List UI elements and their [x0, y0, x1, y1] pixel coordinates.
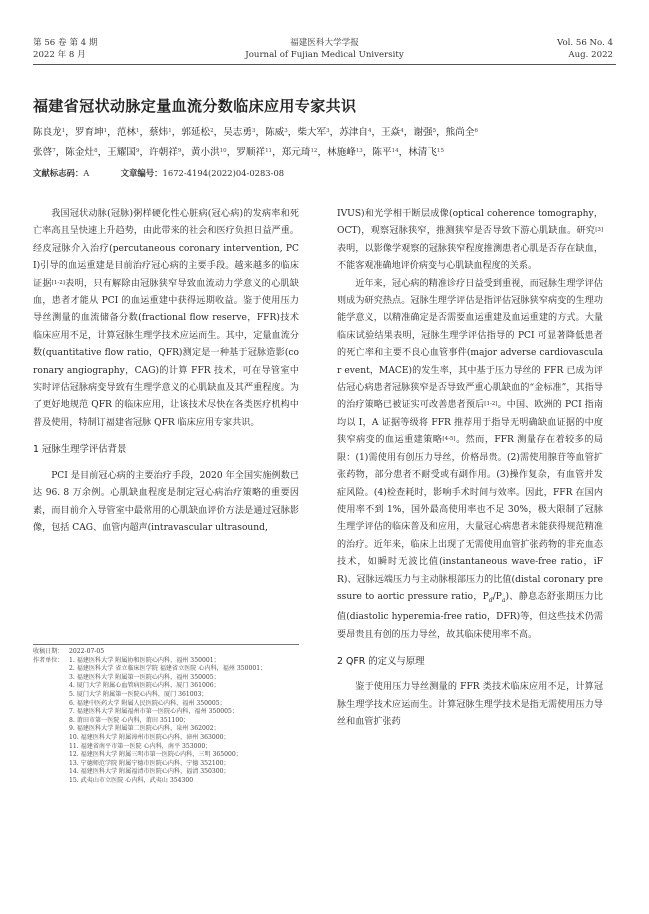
affiliation-item: 8. 莆田市第一医院 心内科，莆田 351100； — [69, 716, 190, 724]
article-meta — [33, 167, 284, 179]
section-heading-1: 1 冠脉生理学评估背景 — [33, 444, 127, 456]
right-column — [337, 206, 603, 732]
author-separator: ， — [317, 147, 328, 158]
section-heading-2: 2 QFR 的定义与原理 — [337, 655, 425, 667]
author-separator: ， — [139, 147, 150, 158]
affiliation-item: 9. 福建医科大学 附属第二医院心内科，泉州 362002； — [69, 725, 220, 733]
citation: [1-2] — [484, 401, 498, 408]
affiliation-item: 7. 福建医科大学 附属福州市第一医院心内科，福州 350005； — [69, 708, 238, 716]
author-separator: ， — [226, 147, 237, 158]
author-affiliation-mark: 9 — [135, 148, 140, 154]
author-separator: ， — [287, 127, 298, 138]
author-separator: ， — [181, 147, 191, 158]
author-name: 黄小洪 — [190, 147, 220, 158]
article-number-label: 文章编号： — [120, 168, 163, 178]
issue-date-en: Aug. 2022 — [568, 50, 613, 60]
author-affiliation-mark: 15 — [436, 148, 444, 154]
author-separator: ， — [436, 127, 446, 138]
affiliation-item: 10. 福建医科大学 附属漳州市医院心内科，漳州 363000； — [69, 733, 230, 741]
journal-name-cn: 福建医科大学学报 — [290, 38, 359, 48]
received-date — [33, 648, 333, 657]
affiliation-list — [69, 657, 333, 786]
author-name: 吴志勇 — [223, 127, 252, 138]
article-number-value: 1672-4194(2022)04-0283-08 — [162, 168, 285, 178]
affiliations-label: 作者单位： — [33, 656, 64, 664]
issue-date: 2022 年 8 月 — [33, 50, 86, 60]
author-separator: ， — [371, 127, 382, 138]
author-separator: ， — [139, 127, 150, 138]
author-name: 陈平 — [372, 147, 392, 158]
volume-issue: 第 56 卷 第 4 期 — [33, 38, 98, 48]
author-affiliation-mark: 2 — [210, 128, 214, 134]
volume-issue-en: Vol. 56 No. 4 — [557, 38, 613, 48]
author-affiliation-mark: 3 — [284, 128, 288, 134]
author-separator: ， — [97, 147, 108, 158]
author-affiliation-mark: 6 — [474, 128, 478, 134]
author-affiliation-mark: 8 — [94, 148, 98, 154]
author-name: 范林 — [116, 127, 136, 138]
author-affiliation-mark: 4 — [400, 128, 404, 134]
author-separator: ， — [65, 127, 75, 138]
author-affiliation-mark: 12 — [310, 148, 318, 154]
author-affiliation-mark: 4 — [368, 128, 372, 134]
author-name: 罗顺祥 — [236, 147, 266, 158]
affiliation-item: 6. 福建中医药大学 附属人民医院心内科，福州 350005； — [69, 699, 226, 707]
author-separator: ， — [255, 127, 266, 138]
left-column — [33, 206, 299, 537]
author-separator: ， — [329, 127, 340, 138]
author-name: 陈威 — [265, 127, 285, 138]
author-affiliation-mark: 1 — [135, 128, 140, 134]
affiliations — [33, 657, 333, 786]
intro-text-a: 我国冠状动脉(冠脉)粥样硬化性心脏病(冠心病)的发病率和死亡率高且呈快速上升趋势，由此带来的社会和医疗负担日益严重。经皮冠脉介入治疗(percutaneous coronary intervention, PCI)引导的血运重建是目前治疗冠心病的主要手段。越来越多的临床证据 — [33, 209, 299, 289]
author-separator: ， — [107, 127, 117, 138]
author-list-line-1 — [33, 123, 616, 143]
author-name: 陈金灶 — [65, 147, 95, 158]
received-label: 收稿日期： — [33, 648, 64, 655]
author-name: 王耀国 — [107, 147, 136, 158]
header-rule — [33, 64, 616, 65]
author-name: 许朝祥 — [149, 147, 178, 158]
author-name: 谢强 — [413, 127, 433, 138]
author-name: 熊尚全 — [445, 127, 475, 138]
author-name: 林清飞 — [408, 147, 437, 158]
citation: [1-2] — [51, 279, 65, 286]
subscript-a: a — [501, 596, 506, 604]
affiliation-item: 5. 厦门大学 附属第一医院心内科，厦门 361003； — [69, 690, 208, 698]
affiliation-item: 14. 福建医科大学 附属福清市医院心内科，福清 350300； — [69, 768, 230, 776]
author-name: 林施峰 — [327, 147, 356, 158]
author-affiliation-mark: 9 — [177, 148, 182, 154]
affiliation-item: 11. 福建省南平市第一医院 心内科，南平 353000； — [69, 742, 212, 750]
affiliation-item: 4. 厦门大学 附属心血管病医院心内科，厦门 361006； — [69, 682, 220, 690]
affiliation-item: 12. 福建医科大学 附属三明市第一医院心内科，三明 365000； — [69, 751, 242, 759]
section-1-paragraph: PCI 是目前冠心病的主要治疗手段，2020 年全国实施例数已达 96. 8 万余例。心肌缺血程度是制定冠心病治疗策略的重要因素，而目前介入导管室中最常用的心肌缺血评价方法是通过冠脉影像，包括 CAG、血管内超声(intravascular ultrasound, — [33, 470, 299, 533]
author-affiliation-mark: 1 — [61, 128, 66, 134]
intro-text-b: 表明，只有解除由冠脉狭窄导致血流动力学意义的心肌缺血，患者才能从 PCI 的血运重建中获得远期收益。鉴于使用压力导丝测量的血流储备分数(fractional flow reserve，FFR)技术临床应用不足，计算冠脉生理学技术应运而生。其中，定量血流分数(quantitative flow ratio，QFR)测定是一种基于冠脉造影(coronary angiography，CAG)的计算 FFR 技术，可在导管室中实时评估冠脉病变导致有生理学意义的心肌缺血及其严重程度。为了更好地规范 QFR 的临床应用，让该技术尽快在各类医疗机构中普及使用，特制订福建省冠脉 QFR 临床应用专家共识。 — [33, 278, 299, 428]
author-affiliation-mark: 13 — [355, 148, 363, 154]
citation: [3] — [595, 227, 603, 234]
received-value: 2022-07-05 — [69, 648, 105, 655]
author-name: 郭延松 — [181, 127, 211, 138]
right-text-e: 。然而，FFR 测量存在着较多的局限：(1)需使用有创压力导丝，价格昂贵。(2)需使用腺苷等血管扩张药物，部分患者不耐受或有副作用。(3)操作复杂，有血管并发症风险。(4)检查耗时，影响手术时间与效率。因此，FFR 在国内使用率不到 1%，国外最高使用率也不足 30%，极大限制了冠脉生理学评估的临床普及和应用，大量冠心病患者未能获得规范精准的治疗。近年来，临床上出现了无需使用血管扩张药物的非充血态技术，如瞬时无波比值(instantaneous wave-free ratio，iFR)、冠脉远端压力与主动脉根部压力的比值(distal coronary pressure to aortic pressure ratio，P — [337, 435, 603, 602]
right-text-a: IVUS)和光学相干断层成像(optical coherence tomography，OCT)，观察冠脉狭窄，推测狭窄是否导致下游心肌缺血。研究 — [337, 209, 603, 237]
author-affiliation-mark: 11 — [265, 148, 273, 154]
author-separator: ， — [213, 127, 224, 138]
subscript-d: d — [488, 596, 493, 604]
author-name: 柴大军 — [297, 127, 327, 138]
journal-name-en: Journal of Fujian Medical University — [245, 50, 404, 60]
author-name: 张啓 — [33, 147, 53, 158]
author-list-line-2 — [33, 143, 616, 163]
right-text-d: 。中国、欧洲的 PCI 指南均以 I，A 证据等级将 FFR 推荐用于指导无明确缺血证据的中度狭窄病变的血运重建策略 — [337, 400, 603, 446]
right-text-f: )、静息态舒张期压力比值(diastolic hyperemia-free ratio，DFR)等，但这些技术仍需要昂贵且有创的压力导丝，故其临床使用率不高。 — [337, 591, 603, 640]
author-affiliation-mark: 14 — [391, 148, 399, 154]
intro-paragraph — [33, 206, 299, 432]
author-separator: ， — [171, 127, 182, 138]
right-paragraph-2 — [337, 276, 603, 644]
right-text-b: 表明，以影像学观察的冠脉狭窄程度推测患者心肌是否存在缺血，不能客观准确地评价病变与心肌缺血程度的关系。 — [337, 243, 603, 272]
author-name: 罗育坤 — [74, 127, 104, 138]
author-affiliation-mark: 10 — [219, 148, 227, 154]
author-name: 郑元琦 — [281, 147, 311, 158]
author-separator: ， — [403, 127, 414, 138]
footnotes — [33, 648, 333, 786]
right-paragraph-1 — [337, 206, 603, 276]
section-2-paragraph: 鉴于使用压力导丝测量的 FFR 类技术临床应用不足，计算冠脉生理学技术应运而生。计算冠脉生理学技术是指无需使用压力导丝和血管扩张药 — [337, 682, 603, 728]
citation: [4-5] — [442, 436, 456, 443]
affiliation-item: 13. 宁德师范学院 附属宁德市医院心内科，宁德 352100； — [69, 759, 230, 767]
author-affiliation-mark: 3 — [251, 128, 256, 134]
footnote-rule — [33, 644, 299, 645]
right-text-c: 近年来，冠心病的精准诊疗日益受到重视，而冠脉生理学评估则成为研究热点。冠脉生理学评估是指评估冠脉狭窄病变的生理功能学意义，以精准确定是否需要血运重建及血运重建的方式。大量临床试验结果表明，冠脉生理学评估指导的 PCI 可显著降低患者的死亡率和主要不良心血管事件(major adverse cardiovascular event，MACE)的发生率，其中基于压力导丝的 FFR 已成为评估冠心病患者冠脉狭窄是否导致严重心肌缺血的“金标准”，其指导的治疗策略已被证实可改善患者预后 — [337, 278, 603, 411]
author-affiliation-mark: 3 — [326, 128, 330, 134]
doc-code-label: 文献标志码： — [33, 168, 84, 178]
author-separator: ， — [55, 147, 66, 158]
author-affiliation-mark: 7 — [52, 148, 56, 154]
affiliation-item: 2. 福建医科大学 省立临床医学院 福建省立医院 心内科，福州 350001； — [69, 665, 267, 673]
author-affiliation-mark: 1 — [103, 128, 108, 134]
article-title: 福建省冠状动脉定量血流分数临床应用专家共识 — [33, 97, 357, 115]
author-name: 蔡炜 — [149, 127, 169, 138]
affiliation-item: 3. 福建医科大学 附属第一医院心内科，福州 350005； — [69, 673, 220, 681]
author-name: 王焱 — [381, 127, 401, 138]
affiliation-item: 15. 武夷山市立医院 心内科，武夷山 354300 — [69, 776, 194, 784]
author-separator: ， — [398, 147, 409, 158]
affiliation-item: 1. 福建医科大学 附属协和医院心内科，福州 350001； — [69, 656, 220, 664]
author-separator: ， — [362, 147, 373, 158]
right-text-slash: /P — [492, 591, 502, 602]
author-affiliation-mark: 5 — [432, 128, 437, 134]
author-name: 陈良龙 — [33, 127, 62, 138]
doc-code-value: A — [83, 168, 90, 178]
author-name: 苏津自 — [339, 127, 368, 138]
author-separator: ， — [272, 147, 282, 158]
author-affiliation-mark: 1 — [168, 128, 172, 134]
